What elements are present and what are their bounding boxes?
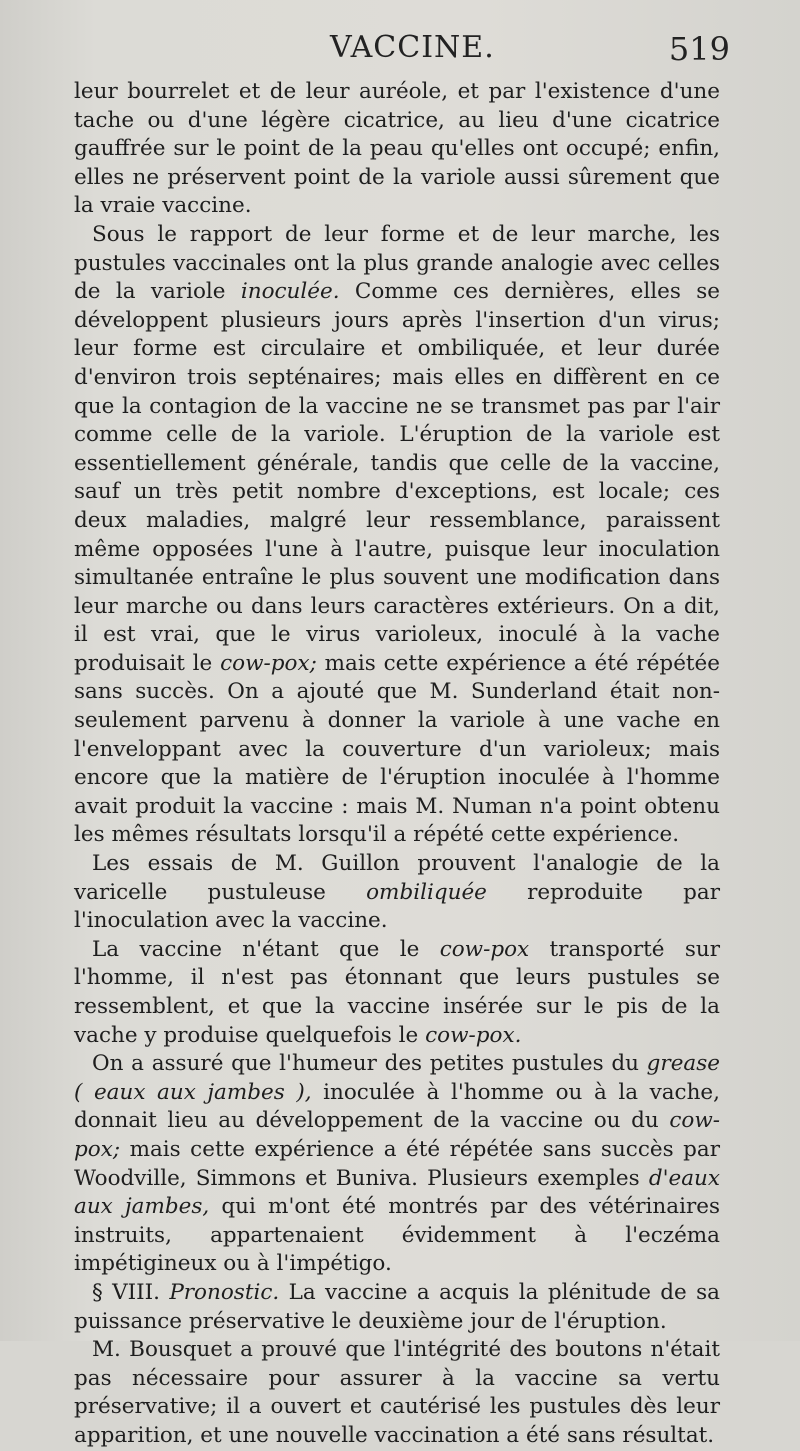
text-run: La vaccine n'étant que le: [92, 936, 440, 962]
text-run: Comme ces dernières, elles se développent plusieurs jours après l'insertion d'un virus; leur forme est circulaire et ombiliquée, et leur durée d'environ trois septénaires; mais elles en diffèrent en ce que la contagion de la vaccine ne se transmet pas par l'air comme celle de la variole. L'éruption de la variole est essentiellement générale, tandis que celle de la vaccine, sauf un très petit nombre d'exceptions, est locale; ces deux maladies, malgré leur ressemblance, paraissent même opposées l'une à l'autre, puisque leur inoculation simultanée entraîne le plus souvent une modification dans leur marche ou dans leurs caractères extérieurs. On a dit, il est vrai, que le virus varioleux, inoculé à la vache produisait le: [74, 279, 720, 676]
paragraph-1: [74, 78, 720, 221]
body-text: [74, 78, 720, 1451]
text-run: reproduite par l'inoculation avec la vaccine.: [74, 879, 720, 934]
paragraph-7: [74, 1336, 720, 1450]
text-run: qui m'ont été montrés par des vétérinaires instruits, appartenaient évidemment à l'eczéma impétigineux ou à l'impétigo.: [74, 1194, 720, 1277]
paragraph-4: [74, 936, 720, 1050]
text-run: inoculée à l'homme ou à la vache, donnait lieu au développement de la vaccine ou du: [74, 1079, 720, 1134]
text-run: Sous le rapport de leur forme et de leur marche, les pustules vaccinales ont la plus grande analogie avec celles de la variole: [74, 221, 720, 305]
text-run: La vaccine a acquis la plénitude de sa puissance préservative le deuxième jour de l'éruption.: [74, 1279, 720, 1334]
paragraph-6: [74, 1279, 720, 1336]
text-run: transporté sur l'homme, il n'est pas étonnant que leurs pustules se ressemblent, et que la vaccine insérée sur le pis de la vache y produise quelquefois le: [74, 936, 721, 1048]
italic-term: grease ( eaux aux jambes ),: [74, 1051, 720, 1105]
italic-term: cow-pox: [439, 936, 530, 962]
text-run: On a assuré que l'humeur des petites pustules du: [92, 1051, 647, 1077]
italic-term: cow-pox;: [74, 1108, 720, 1162]
text-run: leur bourrelet et de leur auréole, et par l'existence d'une tache ou d'une légère cicatrice, au lieu d'une cicatrice gauffrée sur le point de la peau qu'elles ont occupé; enfin, elles ne préservent point de la variole aussi sûrement que la vraie vaccine.: [74, 79, 720, 219]
section-title: Pronostic.: [169, 1279, 280, 1305]
running-title: VACCINE.: [330, 30, 495, 65]
paragraph-3: [74, 850, 720, 936]
page-number: 519: [668, 30, 730, 68]
paragraph-5: [74, 1050, 720, 1279]
page-header: [0, 30, 800, 70]
text-run: mais cette expérience a été répétée sans succès. On a ajouté que M. Sunderland était non-seulement parvenu à donner la variole à une vache en l'enveloppant avec la couverture d'un varioleux; mais encore que la matière de l'éruption inoculée à l'homme avait produit la vaccine : mais M. Numan n'a point obtenu les mêmes résultats lorsqu'il a répété cette expérience.: [74, 650, 721, 848]
italic-term: cow-pox;: [220, 650, 317, 676]
text-run: M. Bousquet a prouvé que l'intégrité des boutons n'était pas nécessaire pour assurer à la vaccine sa vertu préservative; il a ouvert et cautérisé les pustules dès leur apparition, et une nouvelle vaccination a été sans résultat.: [74, 1337, 720, 1448]
text-run: mais cette expérience a été répétée sans succès par Woodville, Simmons et Buniva. Plusieurs exemples: [74, 1136, 720, 1191]
italic-term: ombiliquée: [366, 879, 487, 905]
section-number: § VIII.: [92, 1279, 170, 1305]
italic-term: inoculée.: [240, 279, 340, 305]
text-run: Les essais de M. Guillon prouvent l'analogie de la varicelle pustuleuse: [74, 851, 720, 905]
italic-term: cow-pox.: [425, 1022, 522, 1048]
italic-term: d'eaux aux jambes,: [74, 1165, 720, 1220]
paragraph-2: [74, 221, 720, 850]
